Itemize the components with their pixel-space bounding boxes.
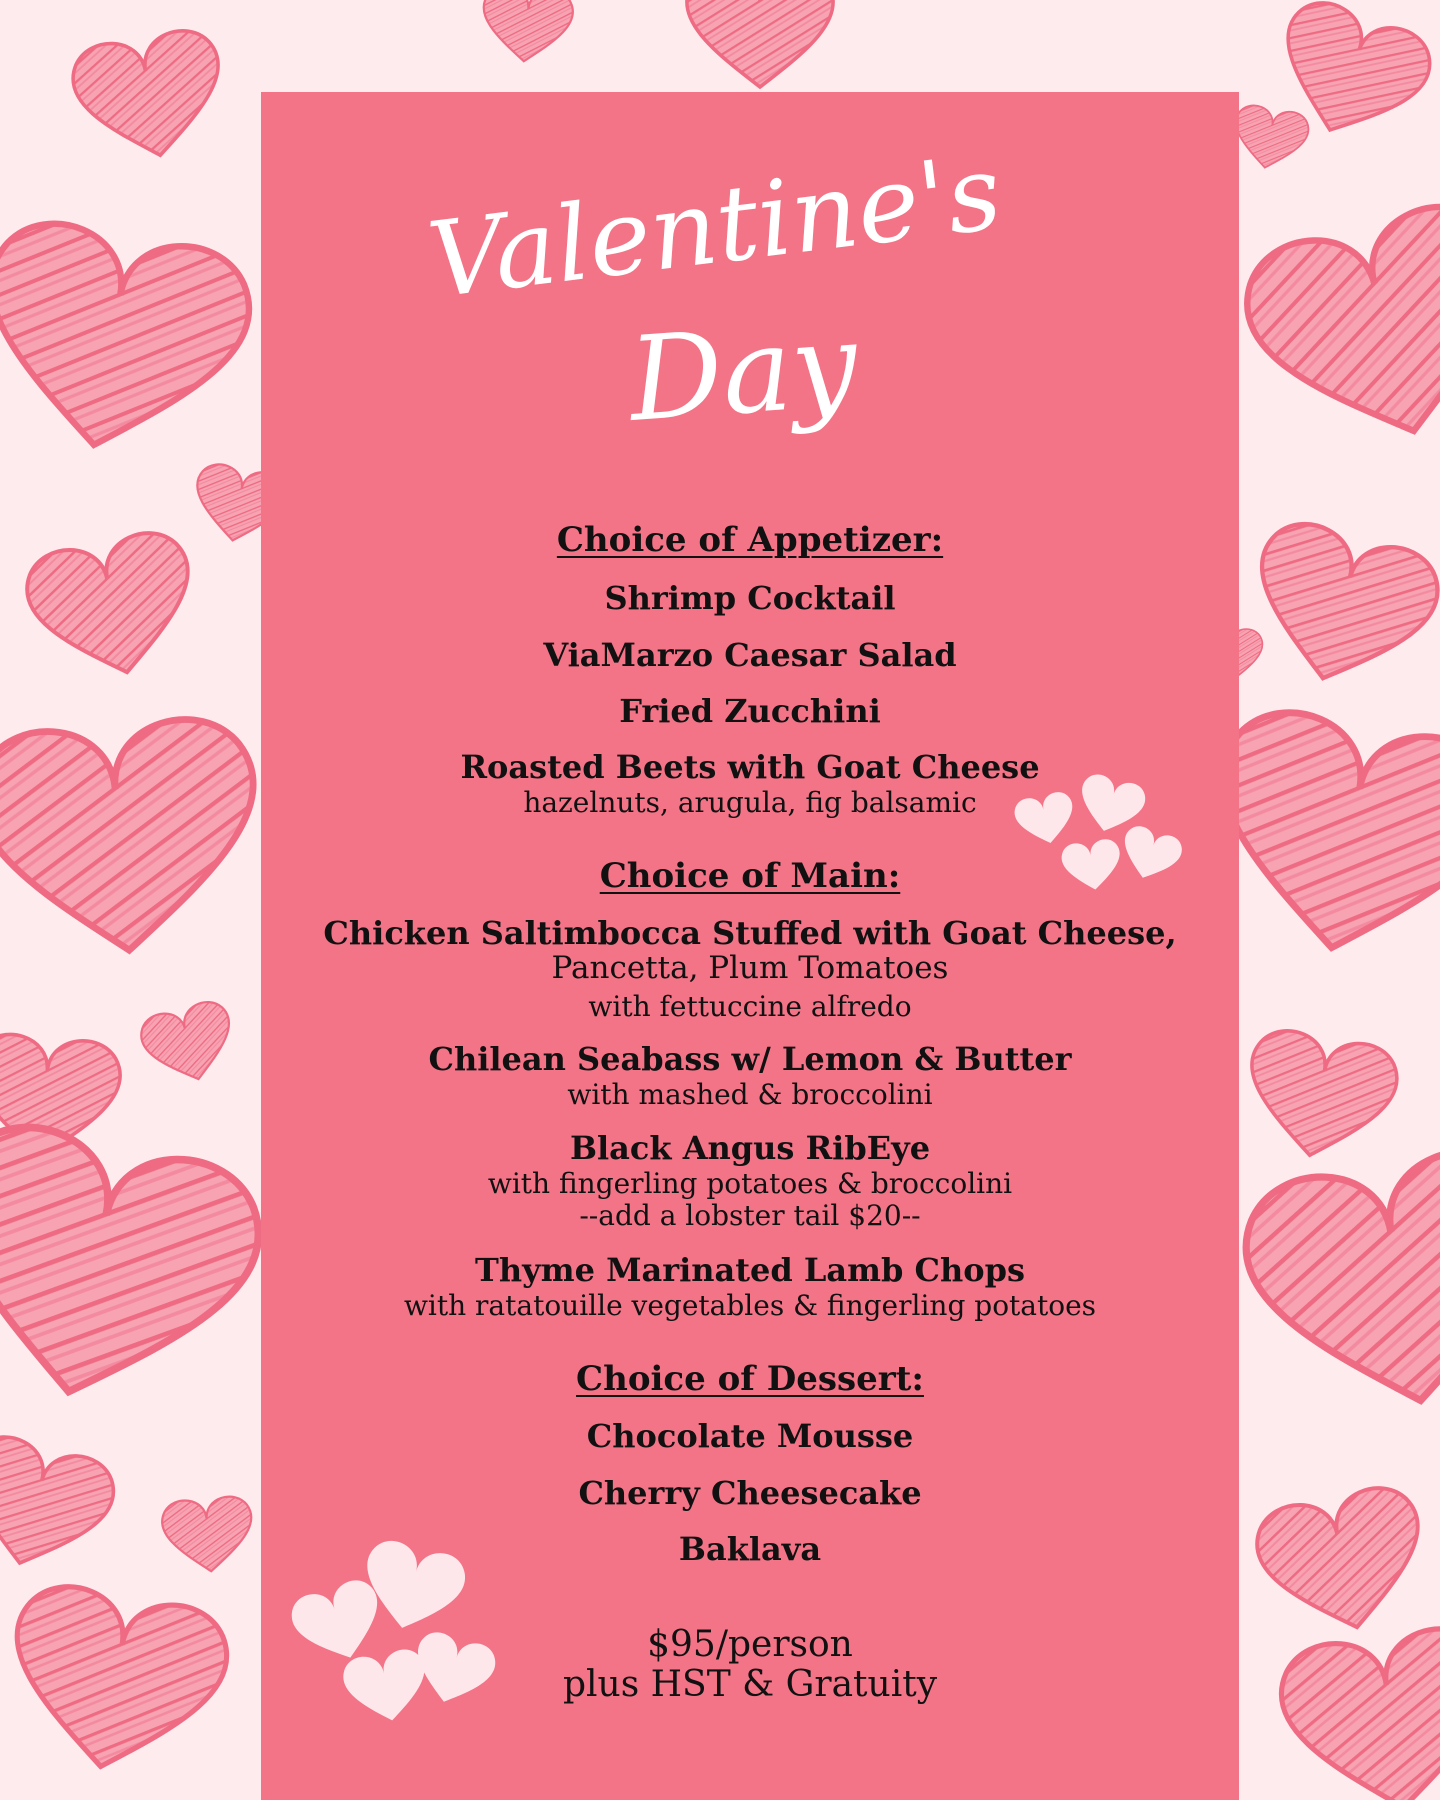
dessert-heading: Choice of Dessert: bbox=[576, 1359, 924, 1399]
scribble-heart-icon bbox=[479, 0, 574, 65]
scribble-heart-icon bbox=[1229, 103, 1311, 174]
price: $95/person bbox=[647, 1624, 853, 1665]
appetizer-item-desc: hazelnuts, arugula, fig balsamic bbox=[523, 786, 977, 819]
scribble-heart-icon bbox=[0, 1579, 235, 1785]
scribble-heart-icon bbox=[0, 214, 259, 468]
scribble-heart-icon bbox=[20, 526, 207, 689]
price-note: plus HST & Gratuity bbox=[562, 1664, 938, 1705]
main-item-addon: --add a lobster tail $20-- bbox=[579, 1199, 921, 1232]
main-item-sub: Pancetta, Plum Tomatoes bbox=[551, 950, 949, 986]
main-item-desc: with ratatouille vegetables & fingerling potatoes bbox=[403, 1289, 1097, 1322]
scribble-heart-icon bbox=[1275, 1622, 1440, 1800]
scribble-heart-icon bbox=[0, 1113, 272, 1423]
main-item: Chicken Saltimbocca Stuffed with Goat Cheese, bbox=[323, 914, 1177, 952]
main-item-desc: with fingerling potatoes & broccolini bbox=[487, 1167, 1013, 1200]
title-line-1: Valentine's bbox=[421, 130, 1008, 322]
appetizer-item: Roasted Beets with Goat Cheese bbox=[460, 748, 1040, 786]
main-item-desc: with mashed & broccolini bbox=[567, 1078, 933, 1111]
scribble-heart-icon bbox=[1233, 193, 1440, 465]
scribble-heart-icon bbox=[68, 25, 233, 168]
scribble-heart-icon bbox=[1235, 1140, 1440, 1426]
scribble-heart-icon bbox=[1238, 1025, 1403, 1168]
appetizer-heading: Choice of Appetizer: bbox=[556, 520, 944, 560]
scribble-heart-icon bbox=[1237, 514, 1440, 701]
appetizer-item: Fried Zucchini bbox=[619, 692, 881, 730]
scribble-heart-icon bbox=[136, 997, 241, 1090]
main-item: Black Angus RibEye bbox=[569, 1129, 931, 1167]
main-item-desc: with fettuccine alfredo bbox=[588, 990, 912, 1023]
scribble-heart-icon bbox=[0, 1429, 121, 1582]
menu-panel bbox=[261, 92, 1239, 1800]
dessert-item: Baklava bbox=[678, 1530, 822, 1568]
main-item: Thyme Marinated Lamb Chops bbox=[475, 1251, 1025, 1289]
appetizer-item: ViaMarzo Caesar Salad bbox=[543, 636, 957, 674]
menu-content bbox=[261, 92, 1239, 1800]
scribble-heart-icon bbox=[687, 0, 833, 87]
scribble-heart-icon bbox=[160, 1495, 255, 1575]
dessert-item: Cherry Cheesecake bbox=[578, 1474, 922, 1512]
dessert-item: Chocolate Mousse bbox=[586, 1417, 914, 1455]
main-heading: Choice of Main: bbox=[599, 856, 901, 896]
main-item: Chilean Seabass w/ Lemon & Butter bbox=[428, 1040, 1072, 1078]
title-line-2: Day bbox=[624, 297, 862, 448]
appetizer-item: Shrimp Cocktail bbox=[604, 579, 896, 617]
scribble-heart-icon bbox=[0, 714, 267, 962]
scribble-heart-icon bbox=[1250, 1481, 1437, 1644]
